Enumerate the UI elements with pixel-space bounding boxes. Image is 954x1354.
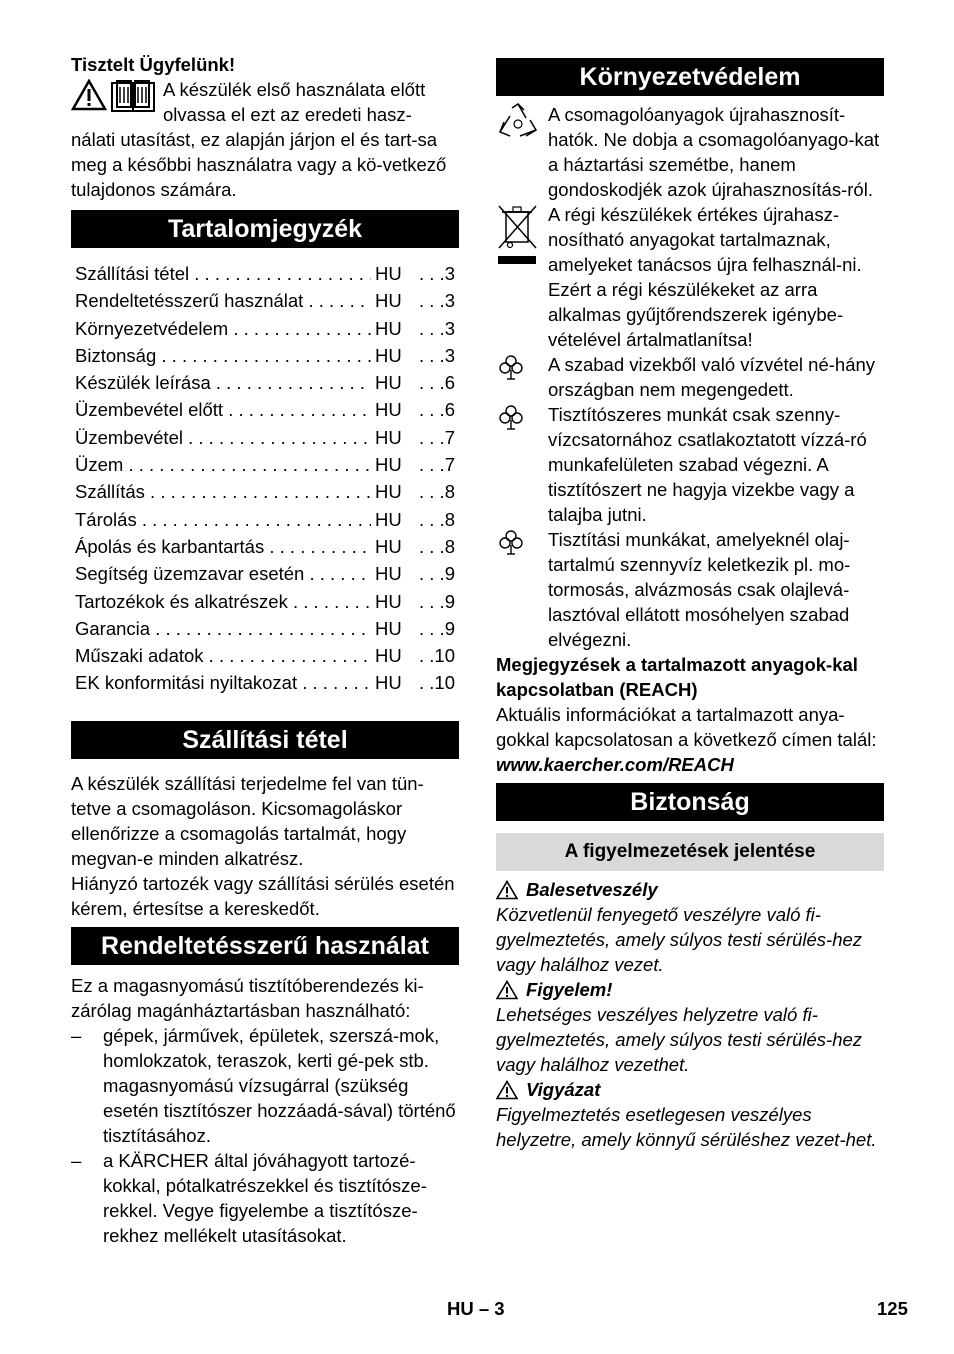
toc-row[interactable] <box>75 424 455 451</box>
toc-entry-lang: HU <box>375 508 402 530</box>
usage-item-1: gépek, járművek, épületek, szerszá-mok, homlokzatok, teraszok, kerti gé-pek stb. magasnyomású vízsugárral (szükség esetén tisztítószer hozzáadá-sával) történő tisztításához. <box>103 1024 456 1146</box>
toc-entry-lang: HU <box>375 454 402 476</box>
warning-text: Figyelmeztetés esetlegesen veszélyes helyzetre, amely könnyű sérüléshez vezet-het. <box>496 1104 877 1150</box>
toc-entry-page: . . .6 <box>419 372 455 394</box>
env-water-row-3 <box>496 527 884 652</box>
toc-entry-title: Szállítási tétel . . . <box>75 260 371 287</box>
right-column <box>496 58 884 1152</box>
toc-entry-lang: HU <box>375 399 402 421</box>
toc-entry-lang: HU <box>375 263 402 284</box>
toc-row[interactable] <box>75 669 455 696</box>
toc-row[interactable] <box>75 506 455 533</box>
toc-row[interactable] <box>75 260 455 287</box>
usage-item-2: a KÄRCHER által jóváhagyott tartozé-kokkal, pótalkatrészekkel és tisztítósze-rekkel. Vegye figyelembe a tisztítósze-rekhez mellékelt utasításokat. <box>103 1149 427 1246</box>
toc-entry-title: Tárolás . . . <box>75 506 371 533</box>
list-item <box>71 1148 459 1248</box>
toc-entry-title: Készülék leírása . . . <box>75 369 371 396</box>
toc-entry-lang: HU <box>375 672 402 694</box>
toc-entry-lang: HU <box>375 372 402 394</box>
toc-entry-page: . . .7 <box>419 454 455 476</box>
warning-heading-caution <box>496 977 884 1002</box>
toc-entry-title: Műszaki adatok . . . <box>75 642 371 669</box>
toc-entry-page: . .10 <box>419 672 455 694</box>
toc-entry-title: Segítség üzemzavar esetén . . . <box>75 560 371 587</box>
toc-entry-page: . . .8 <box>419 508 455 530</box>
toc-row[interactable] <box>75 369 455 396</box>
water-tap-icon <box>496 527 526 557</box>
env-recycle-row <box>496 102 884 202</box>
toc-entry-title: Biztonság . . . <box>75 342 371 369</box>
manual-book-icon <box>111 79 155 113</box>
toc-entry-title: Környezetvédelem . . . <box>75 315 371 342</box>
intro-icons <box>71 77 163 127</box>
safety-subtitle: A figyelmezetések jelentése <box>496 833 884 871</box>
toc-row[interactable] <box>75 478 455 505</box>
toc-entry-page: . . .9 <box>419 617 455 639</box>
warning-icon <box>496 1080 518 1100</box>
toc-entry-title: Üzembevétel . . . <box>75 424 371 451</box>
env-water-row-2 <box>496 402 884 527</box>
env-water-text-2: Tisztítószeres munkát csak szenny-vízcsatornához csatlakoztatott vízzá-ró munkafelületen szabad végezni. A tisztítószert ne hagyja vizekbe vagy a talajba jutni. <box>548 404 867 525</box>
intro-line-2: olvassa el ezt az eredeti hasz- <box>163 104 412 125</box>
toc-entry-lang: HU <box>375 290 402 312</box>
delivery-title: Szállítási tétel <box>71 721 459 759</box>
list-dash: – <box>71 1024 82 1046</box>
footer-page-number: 125 <box>877 1298 908 1319</box>
reach-heading: Megjegyzések a tartalmazott anyagok-kal kapcsolatban (REACH) <box>496 654 858 700</box>
intro-text: nálati utasítást, ez alapján járjon el és tart-sa meg a későbbi használatra vagy a kö-vetkező tulajdonos számára. <box>71 129 447 200</box>
toc-entry-lang: HU <box>375 317 402 339</box>
warning-icon <box>496 880 518 900</box>
toc-entry-page: . . .3 <box>419 263 455 284</box>
toc-entry-page: . . .9 <box>419 563 455 585</box>
intro-block <box>71 77 459 127</box>
toc-title: Tartalomjegyzék <box>71 210 459 248</box>
warning-text: Lehetséges veszélyes helyzetre való fi-gyelmeztetés, amely súlyos testi sérülés-hez vagy halálhoz vezethet. <box>496 1004 863 1075</box>
env-weee-row <box>496 202 884 352</box>
reach-link[interactable]: www.kaercher.com/REACH <box>496 754 734 775</box>
usage-text: Ez a magasnyomású tisztítóberendezés ki-zárólag magánháztartásban használható: <box>71 974 424 1021</box>
env-water-row-1 <box>496 352 884 402</box>
toc-entry-title: Garancia . . . <box>75 615 371 642</box>
list-dash: – <box>71 1149 82 1171</box>
warning-heading-danger <box>496 877 884 902</box>
toc-row[interactable] <box>75 588 455 615</box>
toc-row[interactable] <box>75 287 455 314</box>
warning-heading-attention <box>496 1077 884 1102</box>
toc-entry-page: . . .8 <box>419 481 455 503</box>
toc-entry-title: Rendeltetésszerű használat . . . <box>75 287 371 314</box>
toc-entry-page: . . .9 <box>419 590 455 612</box>
table-of-contents <box>71 248 459 697</box>
toc-entry-title: Üzem . . . <box>75 451 371 478</box>
usage-title: Rendeltetésszerű használat <box>71 927 459 965</box>
toc-entry-page: . . .6 <box>419 399 455 421</box>
water-tap-icon <box>496 352 526 382</box>
toc-entry-lang: HU <box>375 426 402 448</box>
warning-label: Balesetveszély <box>526 879 658 900</box>
warning-label: Figyelem! <box>526 979 613 1000</box>
toc-entry-page: . .10 <box>419 645 455 667</box>
toc-entry-lang: HU <box>375 563 402 585</box>
toc-entry-page: . . .3 <box>419 317 455 339</box>
toc-row[interactable] <box>75 560 455 587</box>
env-water-text-1: A szabad vizekből való vízvétel né-hány országban nem megengedett. <box>548 354 876 400</box>
toc-entry-page: . . .7 <box>419 426 455 448</box>
toc-row[interactable] <box>75 642 455 669</box>
toc-entry-lang: HU <box>375 535 402 557</box>
toc-row[interactable] <box>75 615 455 642</box>
delivery-text-2: Hiányzó tartozék vagy szállítási sérülés esetén kérem, értesítse a kereskedőt. <box>71 872 455 919</box>
toc-row[interactable] <box>75 396 455 423</box>
toc-entry-lang: HU <box>375 645 402 667</box>
env-recycle-text: A csomagolóanyagok újrahasznosít-hatók. Ne dobja a csomagolóanyago-kat a háztartási szemétbe, hanem gondoskodjék azok újrahasznosítás-ról. <box>548 104 880 200</box>
toc-row[interactable] <box>75 342 455 369</box>
toc-entry-lang: HU <box>375 481 402 503</box>
warning-label: Vigyázat <box>526 1079 601 1100</box>
toc-entry-title: Ápolás és karbantartás . . . <box>75 533 371 560</box>
toc-row[interactable] <box>75 315 455 342</box>
toc-row[interactable] <box>75 451 455 478</box>
toc-entry-title: Szállítás . . . <box>75 478 371 505</box>
toc-entry-page: . . .3 <box>419 344 455 366</box>
crossed-bin-icon <box>496 202 540 268</box>
intro-heading: Tisztelt Ügyfelünk! <box>71 54 236 75</box>
safety-title: Biztonság <box>496 783 884 821</box>
left-column <box>71 52 459 1248</box>
warning-icon <box>71 79 107 111</box>
toc-entry-lang: HU <box>375 344 402 366</box>
reach-text: Aktuális információkat a tartalmazott anya-gokkal kapcsolatosan a következő címen talál: <box>496 704 877 750</box>
env-water-text-3: Tisztítási munkákat, amelyeknél olaj-tartalmú szennyvíz keletkezik pl. mo-tormosás, alvázmosás csak olajlevá-lasztóval ellátott mosóhelyen szabad elvégezni. <box>548 529 851 650</box>
recycle-icon <box>496 102 540 142</box>
toc-row[interactable] <box>75 533 455 560</box>
toc-entry-title: EK konformitási nyiltakozat . . . <box>75 669 371 696</box>
water-tap-icon <box>496 402 526 432</box>
toc-entry-page: . . .3 <box>419 290 455 312</box>
env-weee-text: A régi készülékek értékes újrahasz-nosítható anyagokat tartalmaznak, amelyeket tanácsos újra felhasznál-ni. Ezért a régi készülékeket az arra alkalmas gyűjtőrendszerek igénybe-vételével ártalmatlanítsa! <box>548 204 862 350</box>
footer-section-page: HU – 3 <box>447 1298 505 1319</box>
toc-entry-title: Üzembevétel előtt . . . <box>75 396 371 423</box>
toc-entry-title: Tartozékok és alkatrészek . . . <box>75 588 371 615</box>
toc-entry-page: . . .8 <box>419 535 455 557</box>
toc-entry-lang: HU <box>375 617 402 639</box>
intro-line-1: A készülék első használata előtt <box>163 79 426 100</box>
warning-icon <box>496 980 518 1000</box>
list-item <box>71 1023 459 1148</box>
warning-text: Közvetlenül fenyegető veszélyre való fi-gyelmeztetés, amely súlyos testi sérülés-hez vagy halálhoz vezet. <box>496 904 863 975</box>
toc-entry-lang: HU <box>375 590 402 612</box>
delivery-text-1: A készülék szállítási terjedelme fel van tün-tetve a csomagoláson. Kicsomagoláskor ellenőrizze a csomagolás tartalmát, hogy megvan-e minden alkatrész. <box>71 772 424 869</box>
environment-title: Környezetvédelem <box>496 58 884 96</box>
